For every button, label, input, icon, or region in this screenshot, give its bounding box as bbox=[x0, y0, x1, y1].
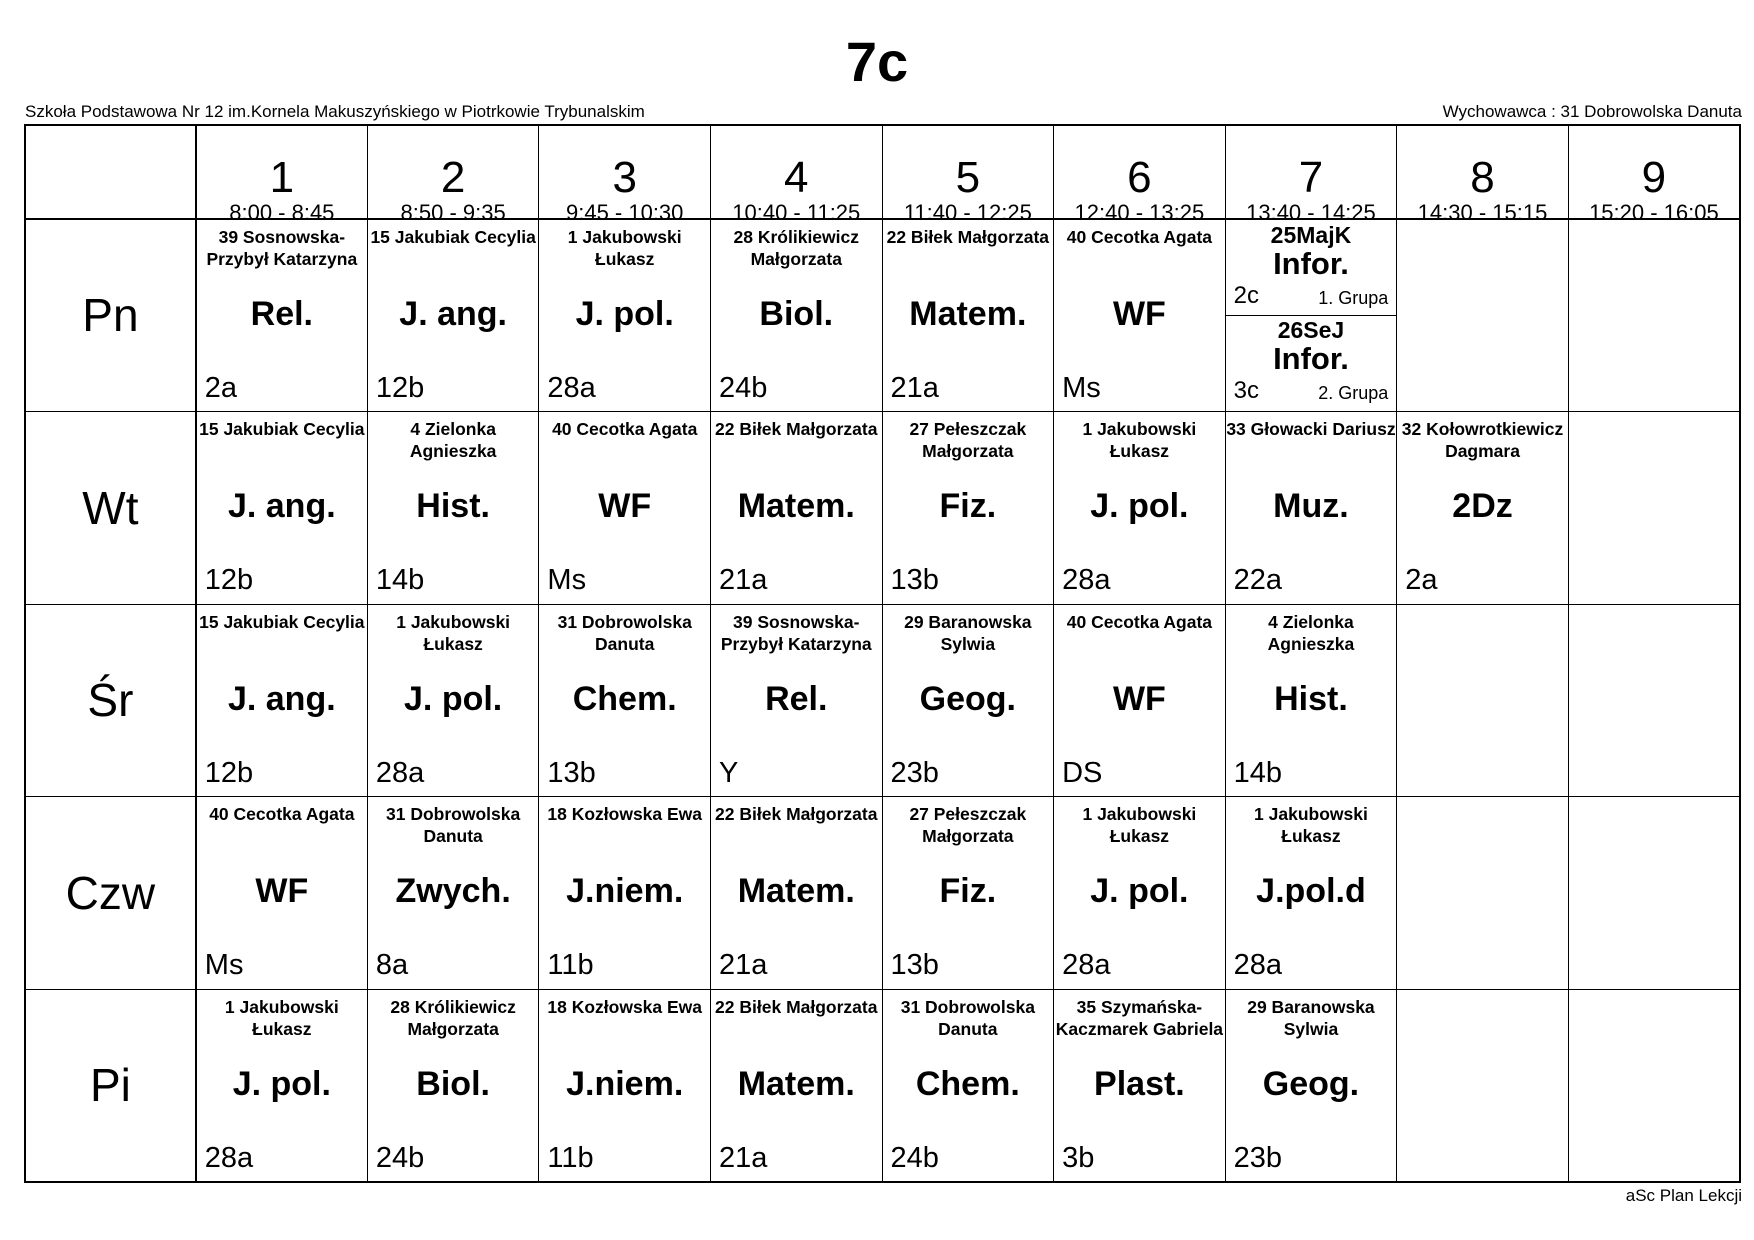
lesson-cell-inner bbox=[1226, 412, 1397, 602]
empty-cell bbox=[1397, 989, 1569, 1182]
period-number: 8 bbox=[1470, 153, 1495, 202]
lesson-room: 21a bbox=[718, 564, 768, 597]
lesson-subject: Chem. bbox=[572, 679, 677, 718]
lesson-cell-inner bbox=[883, 605, 1054, 795]
lesson-room: 21a bbox=[718, 949, 768, 982]
period-header bbox=[196, 125, 368, 225]
lesson-cell-inner bbox=[197, 605, 367, 795]
period-time: 15:20 - 16:05 bbox=[1589, 200, 1719, 225]
lesson-cell bbox=[539, 989, 711, 1182]
lesson-cell bbox=[710, 989, 882, 1182]
lesson-room: 14b bbox=[1233, 756, 1283, 789]
lesson-room: 11b bbox=[547, 1141, 594, 1174]
lesson-cell bbox=[1225, 989, 1397, 1182]
day-label: Wt bbox=[25, 412, 196, 604]
lesson-subject: J. pol. bbox=[1090, 872, 1189, 911]
period-number: 9 bbox=[1641, 153, 1667, 202]
lesson-cell bbox=[1054, 412, 1226, 604]
lesson-cell bbox=[1054, 219, 1226, 412]
lesson-cell-inner bbox=[1397, 220, 1568, 410]
lesson-subject: WF bbox=[598, 487, 652, 526]
period-time: 9:45 - 10:30 bbox=[565, 200, 684, 225]
lesson-subject: J. pol. bbox=[232, 1064, 331, 1103]
lesson-room: 12b bbox=[204, 756, 254, 789]
empty-cell bbox=[1568, 604, 1740, 796]
lesson-teacher: 33 Głowacki Dariusz bbox=[1226, 419, 1396, 440]
lesson-cell-inner bbox=[1226, 797, 1397, 987]
lesson-teacher: 1 Jakubowski Łukasz bbox=[224, 996, 339, 1039]
lesson-cell bbox=[367, 604, 539, 796]
lesson-cell-inner bbox=[1397, 412, 1568, 602]
group-subject: Infor. bbox=[1273, 340, 1349, 376]
period-header-wrap bbox=[539, 126, 710, 225]
lesson-room: 11b bbox=[547, 949, 594, 982]
lesson-cell-inner bbox=[1397, 605, 1568, 795]
lesson-teacher: 40 Cecotka Agata bbox=[1066, 226, 1213, 247]
period-header bbox=[539, 125, 711, 225]
lesson-subject: J. ang. bbox=[399, 294, 507, 333]
period-header-wrap bbox=[197, 126, 367, 225]
lesson-cell bbox=[882, 989, 1054, 1182]
lesson-subject: J. ang. bbox=[227, 679, 336, 718]
lesson-cell bbox=[196, 604, 368, 796]
lesson-cell-inner bbox=[1397, 797, 1568, 987]
group-lesson bbox=[1226, 315, 1397, 410]
lesson-cell bbox=[882, 797, 1054, 989]
lesson-cell bbox=[1054, 604, 1226, 796]
lesson-cell-inner bbox=[1226, 990, 1397, 1180]
lesson-cell-inner bbox=[1054, 990, 1225, 1180]
lesson-cell bbox=[367, 219, 539, 412]
lesson-teacher: 27 Pełeszczak Małgorzata bbox=[909, 804, 1027, 847]
lesson-subject: J. ang. bbox=[227, 487, 336, 526]
lesson-cell bbox=[196, 797, 368, 989]
lesson-cell bbox=[710, 797, 882, 989]
lesson-teacher: 31 Dobrowolska Danuta bbox=[557, 611, 692, 654]
lesson-cell bbox=[539, 219, 711, 412]
day-row bbox=[25, 219, 1740, 412]
period-header-wrap bbox=[1569, 126, 1739, 225]
lesson-room: 13b bbox=[547, 756, 596, 789]
lesson-room: 2a bbox=[204, 371, 238, 404]
lesson-room: 28a bbox=[1233, 949, 1283, 982]
lesson-teacher: 28 Królikiewicz Małgorzata bbox=[390, 996, 516, 1039]
form-teacher: Wychowawca : 31 Dobrowolska Danuta bbox=[1442, 102, 1742, 121]
lesson-cell-inner bbox=[539, 605, 710, 795]
lesson-teacher: 15 Jakubiak Cecylia bbox=[199, 419, 365, 440]
empty-cell bbox=[1568, 989, 1740, 1182]
period-header bbox=[1568, 125, 1740, 225]
lesson-cell-inner bbox=[1054, 220, 1225, 410]
lesson-cell-inner bbox=[711, 412, 882, 602]
lesson-subject: Matem. bbox=[737, 487, 855, 526]
timetable bbox=[24, 124, 1741, 1183]
lesson-cell bbox=[882, 604, 1054, 796]
lesson-teacher: 27 Pełeszczak Małgorzata bbox=[909, 419, 1027, 462]
lesson-cell-inner bbox=[539, 220, 710, 410]
period-header bbox=[1054, 125, 1226, 225]
lesson-cell-inner bbox=[1226, 220, 1397, 410]
lesson-cell-inner bbox=[1569, 605, 1739, 795]
lesson-cell bbox=[882, 219, 1054, 412]
lesson-cell bbox=[710, 219, 882, 412]
lesson-subject: Hist. bbox=[1274, 679, 1348, 718]
lesson-subject: WF bbox=[1112, 679, 1166, 718]
lesson-room: 21a bbox=[890, 371, 939, 404]
period-time: 14:30 - 15:15 bbox=[1417, 200, 1548, 225]
lesson-cell-inner bbox=[711, 605, 882, 795]
period-number: 1 bbox=[269, 153, 295, 202]
lesson-teacher: 22 Biłek Małgorzata bbox=[715, 996, 878, 1017]
lesson-teacher: 28 Królikiewicz Małgorzata bbox=[733, 226, 859, 269]
lesson-subject: J.niem. bbox=[566, 1064, 684, 1103]
lesson-cell-inner bbox=[1054, 605, 1225, 795]
lesson-teacher: 40 Cecotka Agata bbox=[209, 804, 355, 825]
lesson-subject: Matem. bbox=[737, 1064, 855, 1103]
lesson-teacher: 18 Kozłowska Ewa bbox=[547, 996, 703, 1017]
lesson-cell-inner bbox=[1569, 797, 1739, 987]
lesson-cell-inner bbox=[539, 797, 710, 987]
lesson-subject: Muz. bbox=[1273, 487, 1349, 526]
period-header-wrap bbox=[883, 126, 1054, 225]
lesson-room: 28a bbox=[1062, 564, 1111, 597]
lesson-subject: Matem. bbox=[909, 294, 1027, 333]
lesson-cell bbox=[1397, 412, 1569, 604]
lesson-room: Ms bbox=[204, 949, 244, 982]
lesson-teacher: 29 Baranowska Sylwia bbox=[904, 611, 1032, 654]
lesson-teacher: 1 Jakubowski Łukasz bbox=[567, 226, 682, 269]
lesson-room: 12b bbox=[204, 564, 254, 597]
lesson-cell-inner bbox=[368, 990, 539, 1180]
group-room: 2c bbox=[1233, 281, 1260, 309]
lesson-cell-inner bbox=[711, 797, 882, 987]
lesson-subject: WF bbox=[1112, 294, 1166, 333]
lesson-cell bbox=[196, 989, 368, 1182]
period-header bbox=[710, 125, 882, 225]
period-header-wrap bbox=[1397, 126, 1568, 225]
lesson-room: 14b bbox=[375, 564, 425, 597]
lesson-subject: Matem. bbox=[737, 872, 855, 911]
lesson-subject: Geog. bbox=[919, 679, 1016, 718]
lesson-cell-inner bbox=[539, 990, 710, 1180]
lesson-cell bbox=[539, 412, 711, 604]
day-row bbox=[25, 989, 1740, 1182]
group-lesson bbox=[1226, 220, 1397, 316]
lesson-room: 28a bbox=[204, 1141, 254, 1174]
lesson-room: 2a bbox=[1405, 564, 1438, 597]
lesson-cell-inner bbox=[1226, 605, 1397, 795]
period-header bbox=[367, 125, 539, 225]
lesson-subject: Geog. bbox=[1262, 1064, 1360, 1103]
lesson-room: 24b bbox=[718, 371, 768, 404]
lesson-teacher: 15 Jakubiak Cecylia bbox=[370, 226, 536, 247]
lesson-teacher: 39 Sosnowska-Przybył Katarzyna bbox=[206, 226, 358, 269]
lesson-teacher: 1 Jakubowski Łukasz bbox=[1082, 804, 1197, 847]
lesson-room: 13b bbox=[890, 564, 939, 597]
lesson-subject: J. pol. bbox=[1090, 487, 1189, 526]
lesson-room: 8a bbox=[375, 949, 409, 982]
lesson-subject: J. pol. bbox=[404, 679, 503, 718]
day-label: Śr bbox=[25, 604, 196, 796]
empty-cell bbox=[1568, 797, 1740, 989]
lesson-cell-inner bbox=[1569, 412, 1739, 602]
lesson-teacher: 15 Jakubiak Cecylia bbox=[199, 611, 365, 632]
lesson-room: 28a bbox=[547, 371, 596, 404]
lesson-cell-inner bbox=[368, 797, 539, 987]
lesson-subject: 2Dz bbox=[1452, 487, 1513, 526]
lesson-subject: J.niem. bbox=[566, 872, 684, 911]
period-number: 3 bbox=[612, 153, 637, 202]
lesson-cell bbox=[710, 604, 882, 796]
period-time: 10:40 - 11:25 bbox=[732, 200, 861, 225]
lesson-cell-inner bbox=[368, 412, 539, 602]
lesson-teacher: 22 Biłek Małgorzata bbox=[715, 804, 878, 825]
lesson-cell bbox=[196, 219, 368, 412]
lesson-teacher: 40 Cecotka Agata bbox=[1066, 611, 1213, 632]
lesson-cell-inner bbox=[883, 412, 1054, 602]
lesson-room: 23b bbox=[1233, 1141, 1283, 1174]
lesson-cell-inner bbox=[711, 220, 882, 410]
lesson-cell-inner bbox=[1397, 990, 1568, 1180]
lesson-room: Y bbox=[718, 756, 739, 789]
lesson-teacher: 29 Baranowska Sylwia bbox=[1247, 996, 1375, 1039]
group-subject: Infor. bbox=[1273, 245, 1349, 281]
lesson-subject: Hist. bbox=[416, 487, 490, 526]
day-label: Pi bbox=[25, 989, 196, 1182]
period-time: 8:00 - 8:45 bbox=[229, 200, 335, 225]
lesson-cell-inner bbox=[883, 797, 1054, 987]
lesson-cell bbox=[882, 412, 1054, 604]
lesson-room: 21a bbox=[718, 1141, 768, 1174]
lesson-teacher: 40 Cecotka Agata bbox=[552, 419, 698, 440]
lesson-cell-inner bbox=[197, 797, 367, 987]
group-room: 3c bbox=[1233, 376, 1260, 404]
lesson-cell-inner bbox=[1569, 990, 1739, 1180]
period-header-wrap bbox=[711, 126, 882, 225]
lesson-cell bbox=[1054, 797, 1226, 989]
lesson-cell-inner bbox=[197, 412, 367, 602]
lesson-cell-inner bbox=[197, 990, 367, 1180]
lesson-cell bbox=[1225, 412, 1397, 604]
lesson-cell bbox=[1225, 604, 1397, 796]
lesson-subject: J.pol.d bbox=[1256, 872, 1366, 911]
lesson-room: 3b bbox=[1062, 1141, 1095, 1174]
lesson-teacher: 22 Biłek Małgorzata bbox=[715, 419, 878, 440]
lesson-teacher: 1 Jakubowski Łukasz bbox=[1254, 804, 1368, 847]
lesson-subject: Biol. bbox=[759, 294, 834, 333]
footer-credit: aSc Plan Lekcji bbox=[1625, 1186, 1742, 1205]
class-title: 7c bbox=[845, 30, 909, 93]
lesson-subject: Fiz. bbox=[939, 487, 997, 526]
lesson-cell bbox=[367, 797, 539, 989]
school-name: Szkoła Podstawowa Nr 12 im.Kornela Makuszyńskiego w Piotrkowie Trybunalskim bbox=[25, 102, 645, 121]
lesson-room: Ms bbox=[1062, 371, 1101, 404]
lesson-room: 28a bbox=[375, 756, 425, 789]
day-row bbox=[25, 604, 1740, 796]
lesson-cell bbox=[1054, 989, 1226, 1182]
lesson-room: 12b bbox=[375, 371, 425, 404]
lesson-room: 24b bbox=[375, 1141, 425, 1174]
empty-cell bbox=[1397, 797, 1569, 989]
period-header-wrap bbox=[1226, 126, 1397, 225]
lesson-cell-inner bbox=[368, 605, 539, 795]
lesson-cell bbox=[1225, 797, 1397, 989]
lesson-teacher: 31 Dobrowolska Danuta bbox=[900, 996, 1035, 1039]
lesson-cell bbox=[367, 989, 539, 1182]
lesson-room: 22a bbox=[1233, 564, 1283, 597]
empty-cell bbox=[1568, 412, 1740, 604]
day-row bbox=[25, 797, 1740, 989]
lesson-cell-inner bbox=[711, 990, 882, 1180]
empty-cell bbox=[1568, 219, 1740, 412]
lesson-cell-inner bbox=[883, 990, 1054, 1180]
lesson-teacher: 39 Sosnowska-Przybył Katarzyna bbox=[720, 611, 872, 654]
period-time: 11:40 - 12:25 bbox=[903, 200, 1032, 225]
group-teacher: 26SeJ bbox=[1277, 316, 1345, 343]
lesson-room: Ms bbox=[547, 564, 587, 597]
lesson-cell-inner bbox=[883, 220, 1054, 410]
period-number: 6 bbox=[1127, 153, 1152, 202]
day-label: Czw bbox=[25, 797, 196, 989]
group-label: 1. Grupa bbox=[1318, 287, 1389, 308]
lesson-cell bbox=[367, 412, 539, 604]
period-number: 2 bbox=[440, 153, 466, 202]
lesson-cell-inner bbox=[1569, 220, 1739, 410]
lesson-room: 28a bbox=[1062, 949, 1111, 982]
group-label: 2. Grupa bbox=[1318, 382, 1389, 403]
lesson-teacher: 1 Jakubowski Łukasz bbox=[396, 611, 511, 654]
lesson-subject: Plast. bbox=[1094, 1064, 1185, 1103]
lesson-teacher: 18 Kozłowska Ewa bbox=[547, 804, 703, 825]
lesson-teacher: 1 Jakubowski Łukasz bbox=[1082, 419, 1197, 462]
period-number: 7 bbox=[1298, 153, 1324, 202]
lesson-cell-inner bbox=[368, 220, 539, 410]
lesson-cell bbox=[196, 412, 368, 604]
period-number: 4 bbox=[784, 153, 809, 202]
lesson-room: 23b bbox=[890, 756, 939, 789]
group-teacher: 25MajK bbox=[1270, 221, 1352, 248]
empty-cell bbox=[1397, 604, 1569, 796]
period-header bbox=[882, 125, 1054, 225]
lesson-subject: J. pol. bbox=[575, 294, 674, 333]
lesson-room: 24b bbox=[890, 1141, 939, 1174]
lesson-teacher: 22 Biłek Małgorzata bbox=[886, 226, 1050, 247]
day-row bbox=[25, 412, 1740, 604]
lesson-teacher: 4 Zielonka Agnieszka bbox=[1267, 611, 1355, 654]
lesson-cell bbox=[710, 412, 882, 604]
lesson-subject: Chem. bbox=[915, 1064, 1020, 1103]
period-header-wrap bbox=[368, 126, 539, 225]
lesson-cell-inner bbox=[539, 412, 710, 602]
period-number: 5 bbox=[955, 153, 981, 202]
lesson-teacher: 31 Dobrowolska Danuta bbox=[386, 804, 521, 847]
period-time: 12:40 - 13:25 bbox=[1074, 200, 1205, 225]
lesson-subject: Zwych. bbox=[395, 872, 511, 911]
lesson-cell-inner bbox=[1054, 797, 1225, 987]
lesson-subject: WF bbox=[255, 872, 309, 911]
lesson-cell-inner bbox=[197, 220, 367, 410]
period-header bbox=[1225, 125, 1397, 225]
lesson-subject: Rel. bbox=[765, 679, 828, 718]
period-time: 13:40 - 14:25 bbox=[1246, 200, 1376, 225]
period-header bbox=[1397, 125, 1569, 225]
lesson-cell-inner bbox=[1054, 412, 1225, 602]
empty-cell bbox=[1397, 219, 1569, 412]
lesson-cell bbox=[539, 604, 711, 796]
lesson-teacher: 32 Kołowrotkiewicz Dagmara bbox=[1401, 419, 1564, 462]
lesson-subject: Fiz. bbox=[939, 872, 997, 911]
lesson-cell bbox=[539, 797, 711, 989]
lesson-room: 13b bbox=[890, 949, 939, 982]
lesson-teacher: 4 Zielonka Agnieszka bbox=[409, 419, 497, 462]
day-label: Pn bbox=[25, 219, 196, 412]
period-header-wrap bbox=[1054, 126, 1225, 225]
lesson-subject: Biol. bbox=[416, 1064, 490, 1103]
lesson-subject: Rel. bbox=[250, 294, 313, 333]
corner-cell bbox=[25, 125, 196, 219]
period-time: 8:50 - 9:35 bbox=[400, 200, 506, 225]
lesson-cell bbox=[1225, 219, 1397, 412]
lesson-teacher: 35 Szymańska-Kaczmarek Gabriela bbox=[1055, 996, 1224, 1039]
lesson-room: DS bbox=[1062, 756, 1103, 789]
